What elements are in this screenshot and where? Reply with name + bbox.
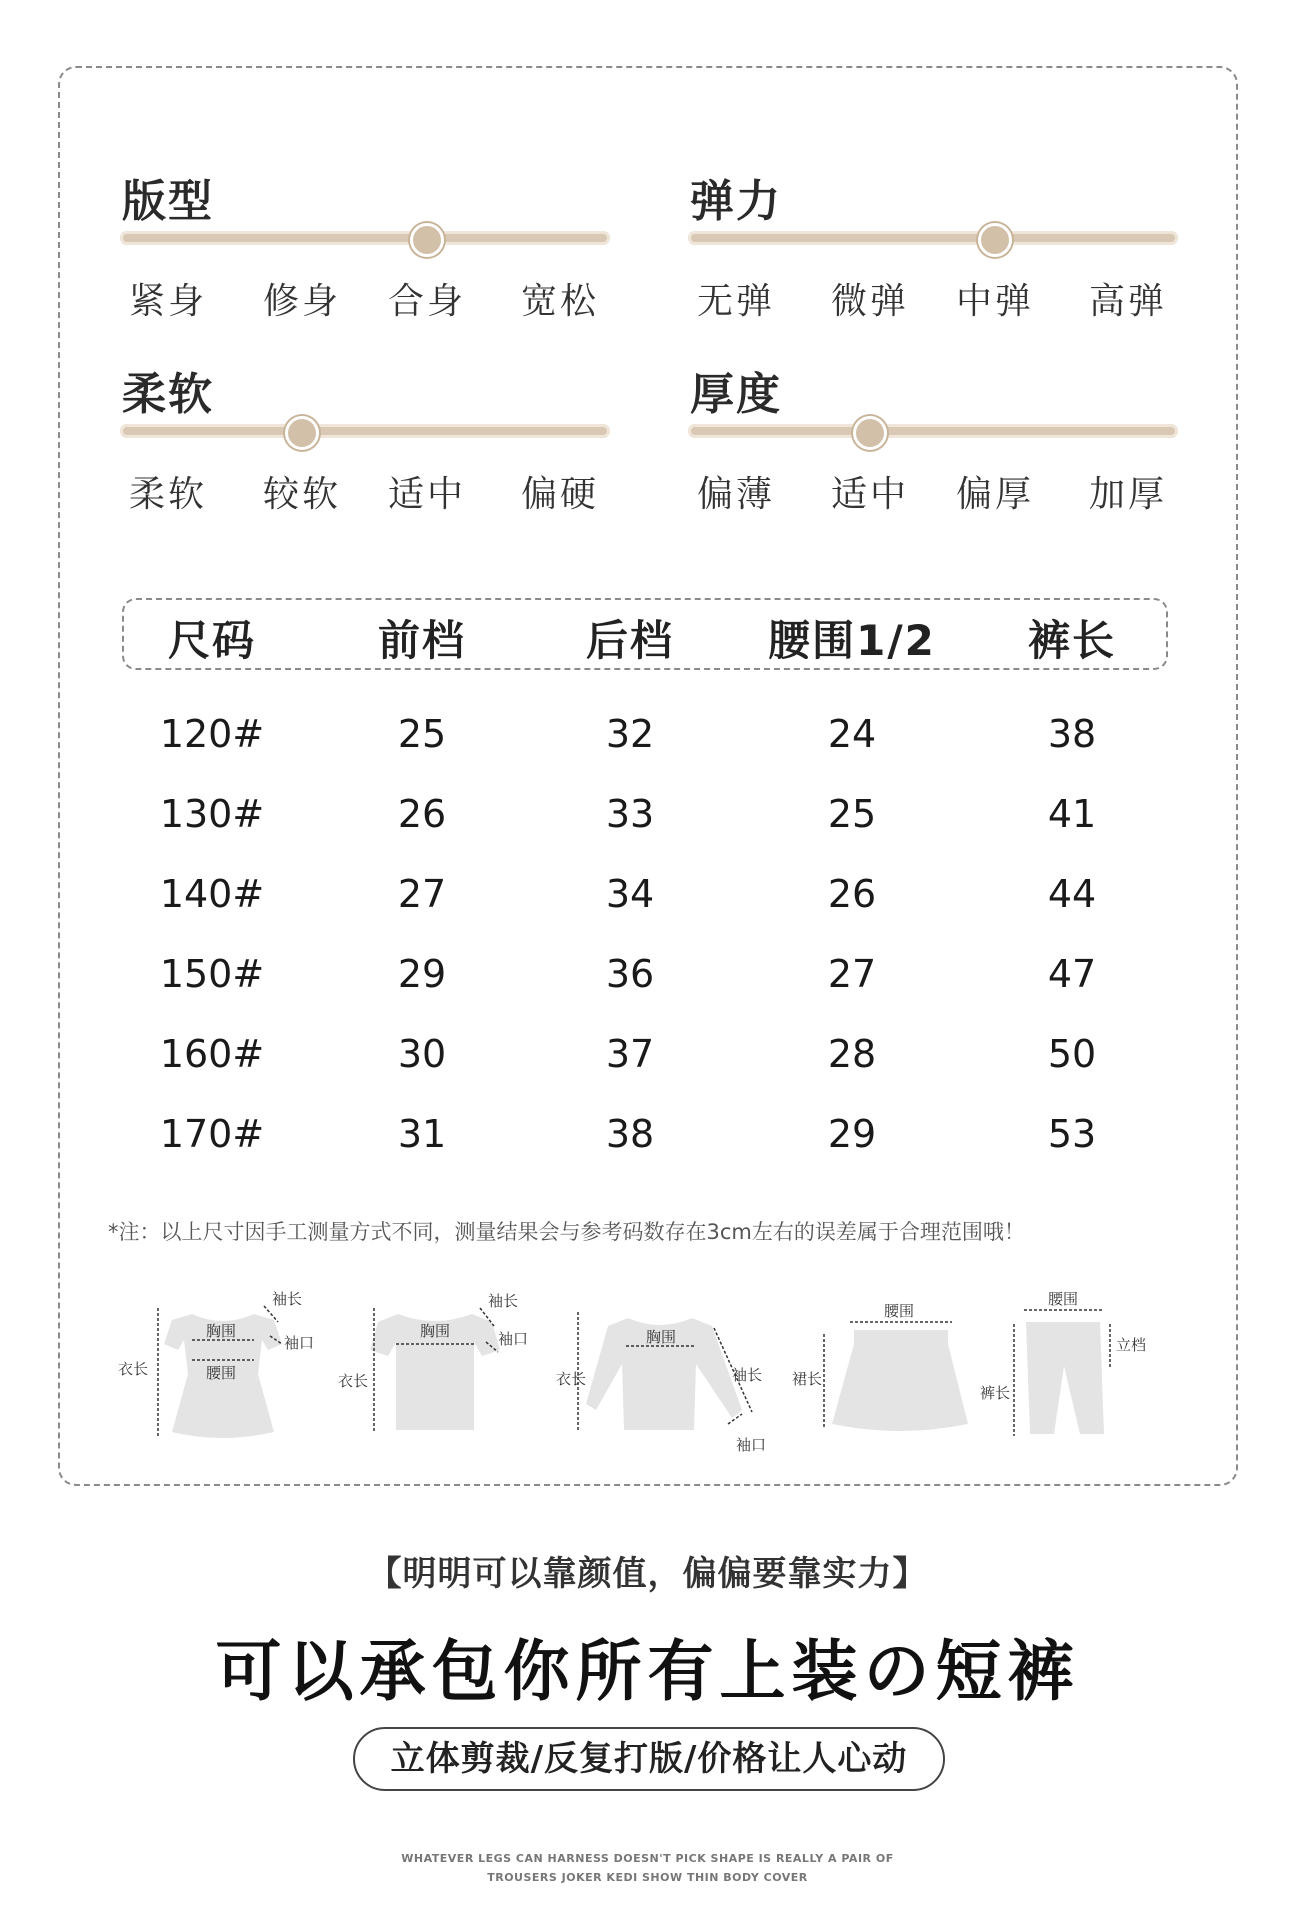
option-label: 偏厚 bbox=[955, 474, 1034, 515]
option-label: 合身 bbox=[387, 281, 466, 322]
option-label: 修身 bbox=[262, 281, 341, 322]
slider-track bbox=[120, 424, 610, 438]
measurement-cell: 26 bbox=[827, 872, 877, 916]
option-label: 偏薄 bbox=[696, 474, 775, 515]
chest-label: 胸围 bbox=[646, 1328, 677, 1346]
cuff-label: 袖口 bbox=[498, 1330, 529, 1348]
size-cell: 120# bbox=[159, 712, 265, 756]
size-cell: 140# bbox=[159, 872, 265, 916]
length-label: 衣长 bbox=[556, 1370, 587, 1388]
waist-label: 腰围 bbox=[206, 1364, 237, 1382]
skirt-diagram bbox=[788, 1284, 988, 1454]
sleeve-length-label: 袖长 bbox=[732, 1366, 763, 1384]
option-label: 宽松 bbox=[520, 281, 599, 322]
measurement-cell: 41 bbox=[1047, 792, 1097, 836]
column-header-half-waist: 腰围1/2 bbox=[768, 616, 936, 665]
size-cell: 130# bbox=[159, 792, 265, 836]
cuff-label: 袖口 bbox=[284, 1334, 315, 1352]
sleeve-length-label: 袖长 bbox=[272, 1290, 303, 1308]
attribute-title: 厚度 bbox=[690, 369, 782, 420]
measurement-cell: 37 bbox=[605, 1032, 655, 1076]
chest-label: 胸围 bbox=[420, 1322, 451, 1340]
measurement-cell: 53 bbox=[1047, 1112, 1097, 1156]
attribute-title: 柔软 bbox=[122, 369, 214, 420]
option-label: 偏硬 bbox=[520, 474, 599, 515]
feature-pill: 立体剪裁/反复打版/价格让人心动 bbox=[353, 1727, 945, 1791]
option-label: 微弹 bbox=[830, 281, 909, 322]
slider-track bbox=[688, 231, 1178, 245]
measurement-cell: 28 bbox=[827, 1032, 877, 1076]
measurement-cell: 29 bbox=[397, 952, 447, 996]
length-label: 衣长 bbox=[118, 1360, 149, 1378]
option-label: 中弹 bbox=[955, 281, 1034, 322]
dress-diagram bbox=[112, 1284, 332, 1454]
measurement-cell: 26 bbox=[397, 792, 447, 836]
measurement-cell: 38 bbox=[605, 1112, 655, 1156]
column-header-back-rise: 后档 bbox=[585, 616, 674, 665]
measurement-cell: 25 bbox=[827, 792, 877, 836]
option-label: 高弹 bbox=[1088, 281, 1167, 322]
measurement-cell: 27 bbox=[397, 872, 447, 916]
length-label: 裙长 bbox=[792, 1370, 823, 1388]
option-label: 柔软 bbox=[128, 474, 207, 515]
pants-icon bbox=[980, 1284, 1180, 1454]
column-header-length: 裤长 bbox=[1027, 616, 1116, 665]
length-label: 衣长 bbox=[338, 1372, 369, 1390]
column-header-front-rise: 前档 bbox=[377, 616, 466, 665]
measurement-cell: 30 bbox=[397, 1032, 447, 1076]
footer-line-1: WHATEVER LEGS CAN HARNESS DOESN'T PICK SHAPE IS REALLY A PAIR OF bbox=[401, 1852, 894, 1865]
option-label: 适中 bbox=[387, 474, 466, 515]
option-label: 无弹 bbox=[696, 281, 775, 322]
measurement-cell: 29 bbox=[827, 1112, 877, 1156]
cuff-label: 袖口 bbox=[736, 1436, 767, 1454]
pants-diagram bbox=[980, 1284, 1180, 1454]
measurement-cell: 32 bbox=[605, 712, 655, 756]
length-label: 裤长 bbox=[980, 1384, 1011, 1402]
measurement-cell: 36 bbox=[605, 952, 655, 996]
measurement-cell: 24 bbox=[827, 712, 877, 756]
tshirt-diagram bbox=[334, 1284, 554, 1454]
measurement-cell: 50 bbox=[1047, 1032, 1097, 1076]
measurement-cell: 38 bbox=[1047, 712, 1097, 756]
slider-thumb bbox=[285, 416, 319, 450]
option-label: 紧身 bbox=[128, 281, 207, 322]
measurement-cell: 47 bbox=[1047, 952, 1097, 996]
rise-label: 立档 bbox=[1116, 1336, 1147, 1354]
size-cell: 160# bbox=[159, 1032, 265, 1076]
slider-thumb bbox=[978, 223, 1012, 257]
waist-label: 腰围 bbox=[884, 1302, 915, 1320]
option-label: 加厚 bbox=[1088, 474, 1167, 515]
measurement-cell: 44 bbox=[1047, 872, 1097, 916]
measurement-note: *注：以上尺寸因手工测量方式不同，测量结果会与参考码数存在3cm左右的误差属于合理范围哦！ bbox=[108, 1220, 1025, 1244]
size-cell: 150# bbox=[159, 952, 265, 996]
measurement-cell: 34 bbox=[605, 872, 655, 916]
waist-label: 腰围 bbox=[1048, 1290, 1079, 1308]
headline: 可以承包你所有上装の短裤 bbox=[215, 1633, 1080, 1710]
measurement-cell: 33 bbox=[605, 792, 655, 836]
option-label: 适中 bbox=[830, 474, 909, 515]
measurement-cell: 27 bbox=[827, 952, 877, 996]
slider-thumb bbox=[853, 416, 887, 450]
slider-track bbox=[688, 424, 1178, 438]
slider-thumb bbox=[410, 223, 444, 257]
slider-track bbox=[120, 231, 610, 245]
column-header-size: 尺码 bbox=[167, 616, 256, 665]
tagline: 【明明可以靠颜值，偏偏要靠实力】 bbox=[367, 1554, 928, 1594]
measurement-cell: 31 bbox=[397, 1112, 447, 1156]
footer-line-2: TROUSERS JOKER KEDI SHOW THIN BODY COVER bbox=[487, 1871, 808, 1884]
attribute-title: 弹力 bbox=[690, 176, 782, 227]
sleeve-length-label: 袖长 bbox=[488, 1292, 519, 1310]
option-label: 较软 bbox=[262, 474, 341, 515]
attribute-title: 版型 bbox=[122, 176, 214, 227]
chest-label: 胸围 bbox=[206, 1322, 237, 1340]
size-cell: 170# bbox=[159, 1112, 265, 1156]
tshirt-icon bbox=[334, 1284, 554, 1454]
sweater-diagram bbox=[556, 1284, 776, 1464]
size-guide-card bbox=[58, 66, 1238, 1486]
measurement-cell: 25 bbox=[397, 712, 447, 756]
